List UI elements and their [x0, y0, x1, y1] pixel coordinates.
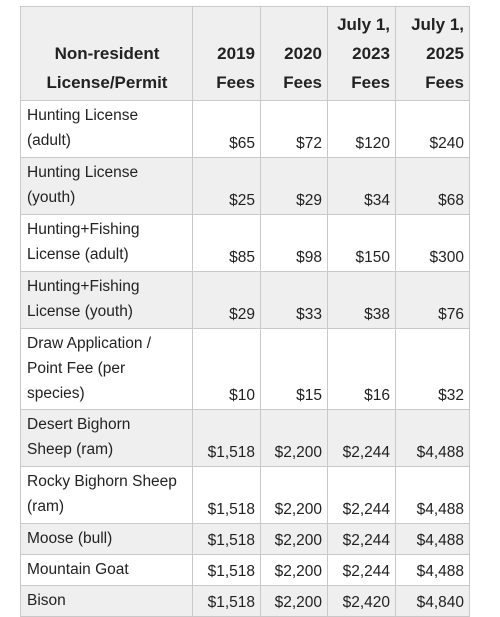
- fee-2020: $2,200: [261, 410, 328, 467]
- fee-2019: $65: [193, 101, 261, 158]
- fee-2020: $98: [261, 215, 328, 272]
- fee-2020: $29: [261, 158, 328, 215]
- fee-table-container: [20, 6, 469, 617]
- license-name: Mountain Goat: [21, 555, 193, 586]
- fee-2019: $10: [193, 329, 261, 410]
- fee-2025: $240: [396, 101, 470, 158]
- fee-2020: $72: [261, 101, 328, 158]
- fee-2023: $2,244: [328, 410, 396, 467]
- fee-2023: $2,244: [328, 524, 396, 555]
- header-2020-fees: 2020 Fees: [261, 7, 328, 101]
- fee-table-body: [21, 101, 470, 617]
- fee-2025: $4,488: [396, 467, 470, 524]
- header-2025-fees: July 1, 2025 Fees: [396, 7, 470, 101]
- fee-2019: $1,518: [193, 524, 261, 555]
- fee-2020: $15: [261, 329, 328, 410]
- license-name: Bison: [21, 586, 193, 617]
- fee-table: [20, 6, 470, 617]
- fee-2023: $38: [328, 272, 396, 329]
- fee-2019: $1,518: [193, 410, 261, 467]
- table-row: [21, 329, 470, 410]
- table-row: [21, 101, 470, 158]
- fee-2025: $4,840: [396, 586, 470, 617]
- table-row: [21, 586, 470, 617]
- license-name: Hunting License (adult): [21, 101, 193, 158]
- license-name: Draw Application / Point Fee (per species): [21, 329, 193, 410]
- fee-2019: $1,518: [193, 555, 261, 586]
- fee-2019: $85: [193, 215, 261, 272]
- fee-2025: $76: [396, 272, 470, 329]
- header-row: [21, 7, 470, 101]
- license-name: Hunting License (youth): [21, 158, 193, 215]
- fee-2025: $4,488: [396, 410, 470, 467]
- table-row: [21, 158, 470, 215]
- fee-table-header: [21, 7, 470, 101]
- fee-2020: $2,200: [261, 524, 328, 555]
- fee-2025: $300: [396, 215, 470, 272]
- license-name: Rocky Bighorn Sheep (ram): [21, 467, 193, 524]
- table-row: [21, 272, 470, 329]
- fee-2023: $34: [328, 158, 396, 215]
- fee-2020: $2,200: [261, 586, 328, 617]
- fee-2025: $68: [396, 158, 470, 215]
- fee-2020: $2,200: [261, 467, 328, 524]
- license-name: Moose (bull): [21, 524, 193, 555]
- table-row: [21, 467, 470, 524]
- fee-2019: $1,518: [193, 467, 261, 524]
- fee-2023: $120: [328, 101, 396, 158]
- fee-2019: $29: [193, 272, 261, 329]
- fee-2025: $4,488: [396, 524, 470, 555]
- fee-2019: $25: [193, 158, 261, 215]
- license-name: Hunting+Fishing License (adult): [21, 215, 193, 272]
- header-2019-fees: 2019 Fees: [193, 7, 261, 101]
- table-row: [21, 410, 470, 467]
- table-row: [21, 524, 470, 555]
- license-name: Desert Bighorn Sheep (ram): [21, 410, 193, 467]
- fee-2023: $2,420: [328, 586, 396, 617]
- fee-2023: $2,244: [328, 467, 396, 524]
- fee-2025: $4,488: [396, 555, 470, 586]
- fee-2023: $150: [328, 215, 396, 272]
- header-2023-fees: July 1, 2023 Fees: [328, 7, 396, 101]
- license-name: Hunting+Fishing License (youth): [21, 272, 193, 329]
- fee-2023: $16: [328, 329, 396, 410]
- fee-2020: $33: [261, 272, 328, 329]
- table-row: [21, 555, 470, 586]
- fee-2025: $32: [396, 329, 470, 410]
- header-license-permit: Non-resident License/Permit: [21, 7, 193, 101]
- fee-2019: $1,518: [193, 586, 261, 617]
- fee-2020: $2,200: [261, 555, 328, 586]
- fee-2023: $2,244: [328, 555, 396, 586]
- table-row: [21, 215, 470, 272]
